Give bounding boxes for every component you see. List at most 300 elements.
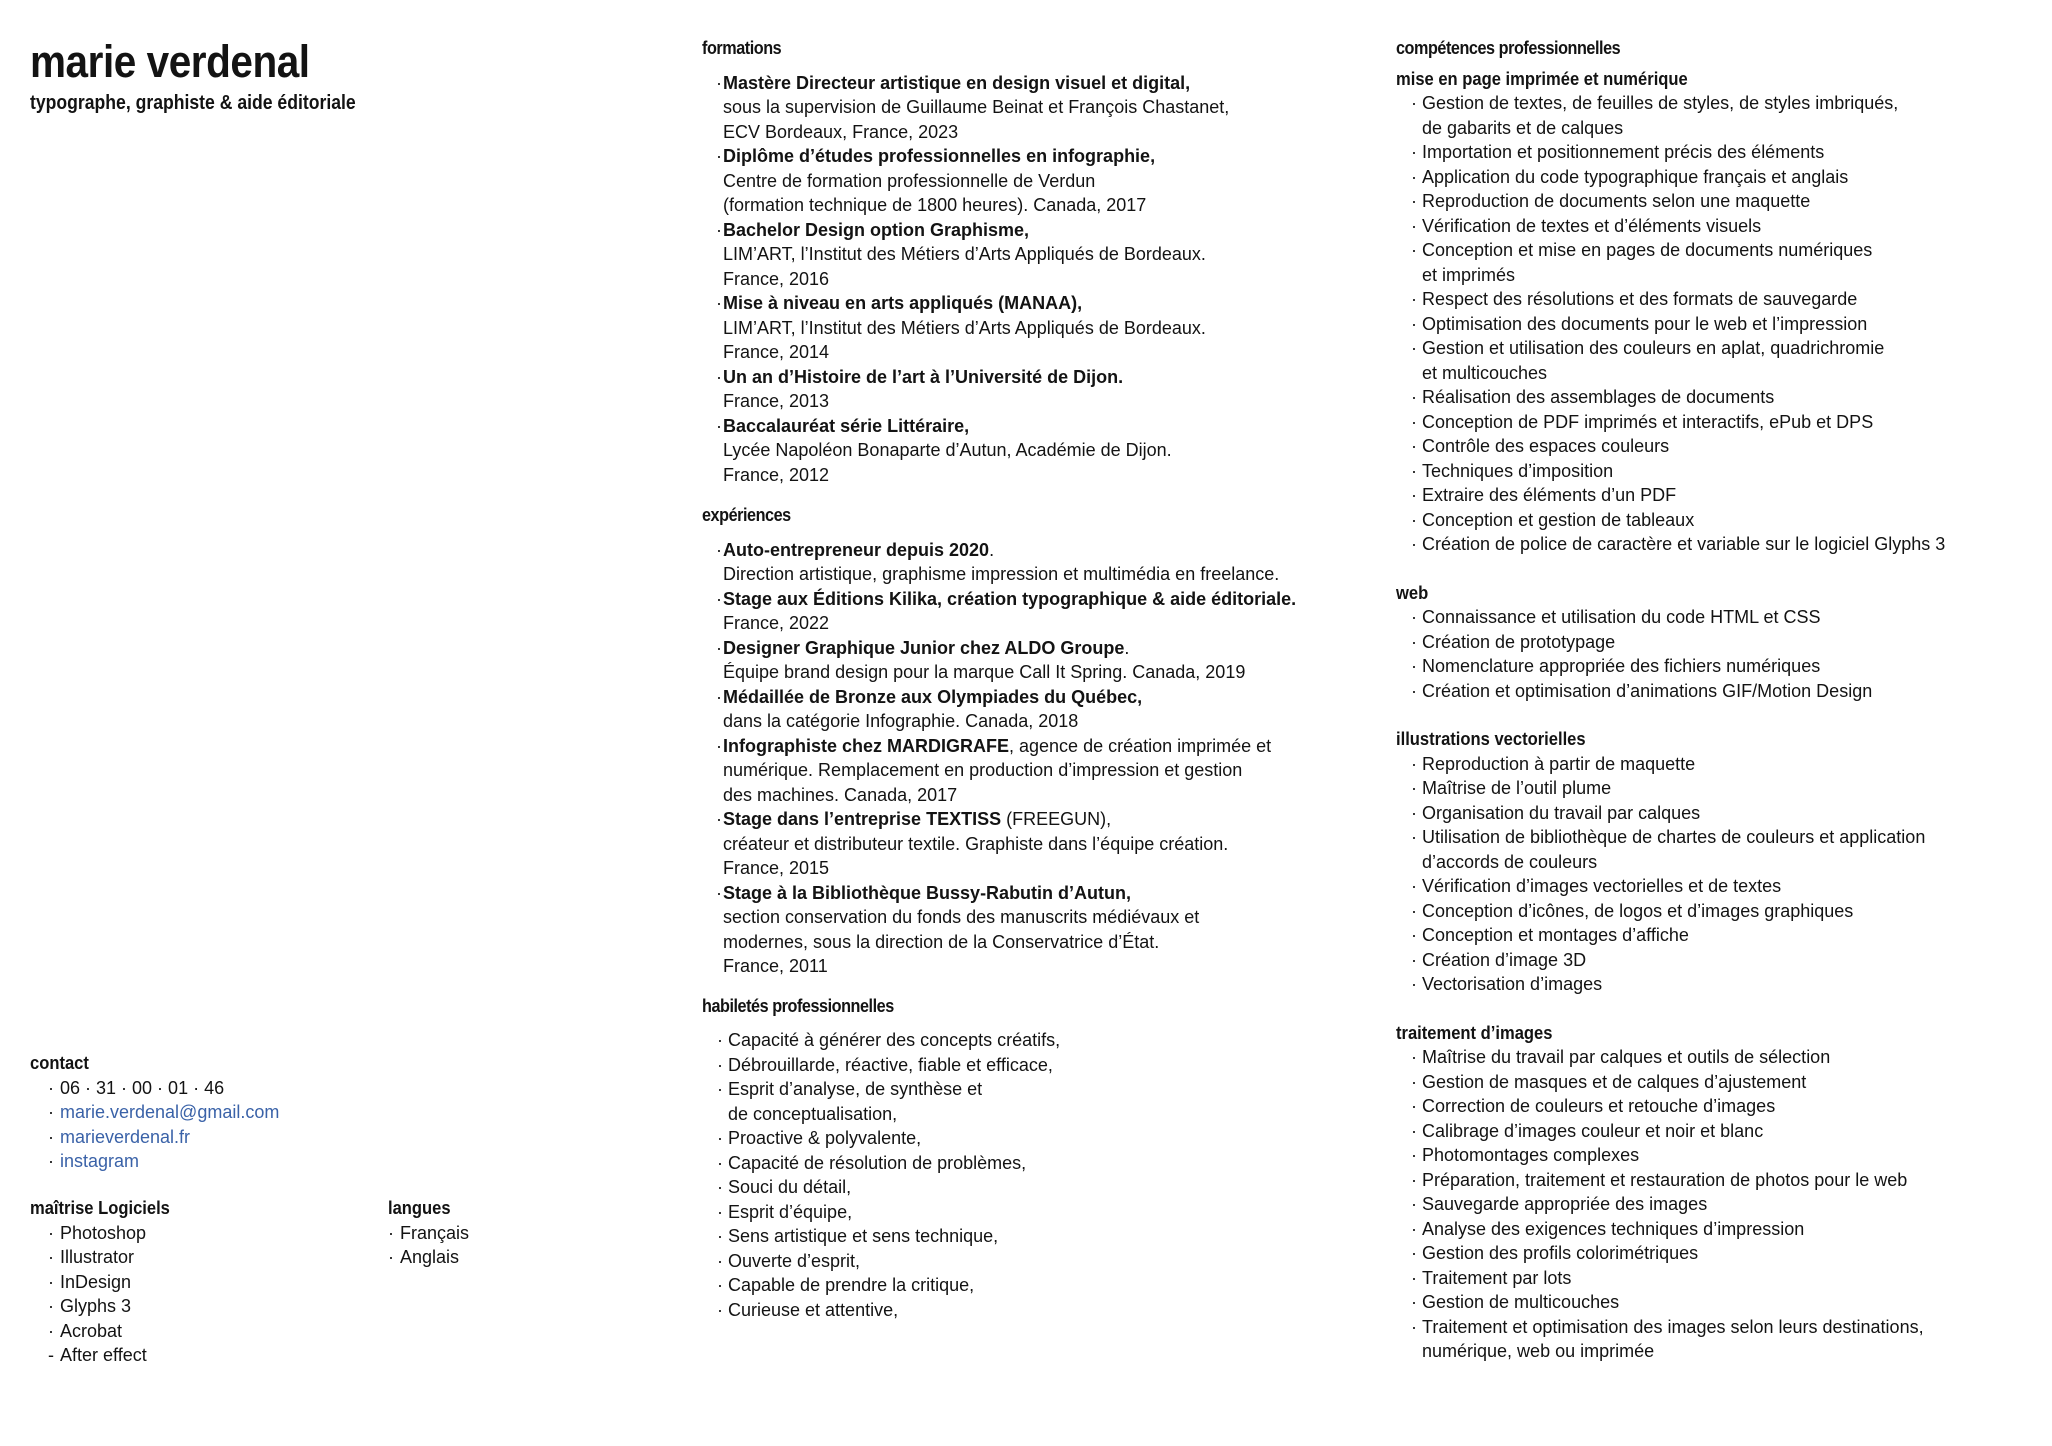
skill-item [1411,532,2052,557]
entry-line [716,71,1392,96]
skill-item-text: Utilisation de bibliothèque de chartes de couleurs et application d’accords de couleurs [1422,827,1926,872]
skill-item [1411,165,2052,190]
bullet-icon: · [388,1222,394,1243]
entry-line [716,783,1392,808]
bullet-icon: · [48,1320,54,1341]
entry-text: des machines. Canada, 2017 [723,784,958,805]
skill-item [1411,801,2052,826]
entry-line [716,365,1392,390]
bullet-icon: · [716,415,722,436]
entry-text: section conservation du fonds des manuscrits médiévaux et [723,907,1200,927]
entry-text: LIM’ART, l’Institut des Métiers d’Arts Appliqués de Bordeaux. [723,317,1206,338]
skill-item [1411,508,2052,533]
software-section [30,1196,182,1368]
bullet-icon: · [1411,802,1417,823]
list-item-label: Glyphs 3 [60,1296,132,1316]
bullet-icon: · [717,1226,723,1246]
bullet-icon: · [716,588,722,609]
entry [716,734,1392,808]
skill-group [1396,1021,2052,1364]
skill-item [1411,1070,2052,1095]
entry-line [716,660,1392,685]
bullet-icon: · [716,72,722,93]
entry-bold-text: Stage à la Bibliothèque Bussy-Rabutin d’Autun, [723,882,1132,903]
skill-item-text: Création de police de caractère et variable sur le logiciel Glyphs 3 [1422,534,1946,554]
list-item [388,1221,469,1246]
bullet-icon: · [388,1247,394,1267]
entry-text: Lycée Napoléon Bonaparte d’Autun, Académie de Dijon. [723,440,1172,460]
skill-item-text: Esprit d’analyse, de synthèse et de conceptualisation, [728,1079,983,1124]
entry-bold-text: Baccalauréat série Littéraire, [723,415,970,436]
skill-item-text: Vectorisation d’images [1422,974,1603,994]
contact-link[interactable]: instagram [60,1151,140,1171]
skill-item-text: Respect des résolutions et des formats de sauvegarde [1422,289,1858,309]
skill-item-text: Maîtrise du travail par calques et outils de sélection [1422,1047,1831,1067]
list-item [388,1245,469,1270]
bullet-icon: · [716,219,722,240]
entry-line [716,120,1392,145]
bullet-icon: · [48,1077,54,1098]
header [30,36,400,116]
skill-item [1411,214,2052,239]
skill-item-text: Conception et montages d’affiche [1422,925,1689,945]
bullet-icon: · [1411,1218,1417,1239]
skill-item [1411,1290,2052,1315]
bullet-icon: · [716,735,722,756]
skill-item [1411,1143,2052,1168]
contact-link[interactable]: marie.verdenal@gmail.com [60,1102,280,1122]
list-item-label: Français [400,1222,470,1243]
entry-bold-text: Bachelor Design option Graphisme, [723,219,1030,240]
list-item [48,1343,182,1368]
page-subtitle: typographe, graphiste & aide éditoriale [30,92,356,114]
entry-line [716,807,1392,832]
entry-bold-text: Un an d’Histoire de l’art à l’Université de Dijon. [723,366,1124,387]
skill-item-text: Calibrage d’images couleur et noir et blanc [1422,1120,1764,1141]
list-item-label: Anglais [400,1247,460,1267]
list-item [48,1149,279,1174]
bullet-icon: · [1411,1169,1417,1190]
skill-item-text: Création et optimisation d’animations GIF/Motion Design [1422,680,1873,701]
entry-text: modernes, sous la direction de la Conservatrice d’État. [723,931,1160,952]
experiences-entries [702,538,1392,979]
bullet-icon: · [717,1054,723,1075]
list-item [48,1270,182,1295]
bullet-icon: · [48,1151,54,1171]
skill-item [1411,923,2052,948]
skill-item-text: Reproduction à partir de maquette [1422,753,1696,774]
bullet-icon: · [48,1102,54,1122]
list-item-label: Illustrator [60,1247,135,1267]
section-abilities [702,994,1392,1323]
skill-item-text: Nomenclature appropriée des fichiers numériques [1422,656,1821,676]
list-item [48,1245,182,1270]
skill-item-text: Sauvegarde appropriée des images [1422,1194,1708,1214]
entry-line [716,389,1392,414]
bullet-icon: · [1411,1071,1417,1092]
skill-item [1411,312,2052,337]
skill-item-text: Techniques d’imposition [1422,460,1614,481]
entry-line [716,685,1392,710]
bullet-icon: · [1411,1316,1417,1337]
skill-item-text: Préparation, traitement et restauration de photos pour le web [1422,1169,1908,1190]
entry-line [716,144,1392,169]
skill-item [717,1298,1392,1323]
skill-item [717,1200,1392,1225]
skill-group [1396,67,2052,557]
entry-text: (FREEGUN), [1001,809,1112,829]
entry-text: France, 2022 [723,613,830,633]
entry-text: . [989,539,995,560]
skill-item-text: Capable de prendre la critique, [728,1275,975,1295]
skill-item-text: Gestion et utilisation des couleurs en aplat, quadrichromie et multicouches [1422,338,1885,383]
entry-line [716,636,1392,661]
skill-item-text: Capacité à générer des concepts créatifs, [728,1030,1061,1050]
entry-line [716,856,1392,881]
bullet-icon: · [1411,778,1417,798]
entry-text: (formation technique de 1800 heures). Canada, 2017 [723,195,1147,215]
middle-column [702,36,1392,1322]
entry-bold-text: Médaillée de Bronze aux Olympiades du Québec, [723,686,1143,707]
skill-item [1411,605,2052,630]
skill-item-text: Esprit d’équipe, [728,1201,853,1222]
bullet-icon: · [1411,1145,1417,1165]
entry [716,685,1392,734]
languages-list [388,1221,469,1270]
entry [716,414,1392,488]
skill-item [1411,630,2052,655]
abilities-list [702,1028,1392,1322]
bullet-icon: · [1411,1047,1417,1067]
skill-item [1411,1045,2052,1070]
skill-group-subtitle: traitement d’images [1396,1022,1553,1043]
entry [716,538,1392,587]
bullet-icon: · [1411,289,1417,309]
skill-item-text: Contrôle des espaces couleurs [1422,436,1670,456]
entry-text: France, 2015 [723,858,830,878]
formations-entries [702,71,1392,488]
skill-item [1411,679,2052,704]
entry-bold-text: Designer Graphique Junior chez ALDO Groupe [723,637,1125,658]
entry-line [716,587,1392,612]
bullet-icon: · [1411,191,1417,211]
skill-item [1411,287,2052,312]
bullet-icon: · [1411,1194,1417,1214]
bullet-icon: · [48,1222,54,1243]
bullet-icon: · [1411,93,1417,113]
bullet-icon: · [1411,900,1417,921]
list-item-label: After effect [60,1345,147,1365]
bullet-icon: · [1411,485,1417,505]
contact-list [30,1076,279,1174]
bullet-icon: · [1411,631,1417,652]
skill-item-text: Maîtrise de l’outil plume [1422,778,1612,798]
skill-item [717,1053,1392,1078]
bullet-icon: · [1411,876,1417,896]
software-list [30,1221,182,1368]
skill-item [717,1028,1392,1053]
skill-item-text: Vérification d’images vectorielles et de textes [1422,876,1782,896]
page-title: marie verdenal [30,36,310,87]
entry-line [716,881,1392,906]
bullet-icon: · [1411,680,1417,701]
skill-item [717,1273,1392,1298]
skill-item [1411,336,2052,385]
entry [716,144,1392,218]
bullet-icon: · [717,1030,723,1050]
skill-item-text: Curieuse et attentive, [728,1299,899,1320]
list-item-label: 06 · 31 · 00 · 01 · 46 [60,1077,225,1098]
entry-line [716,95,1392,120]
bullet-icon: · [717,1299,723,1320]
skill-item-text: Application du code typographique français et anglais [1422,166,1849,187]
entry-text: Direction artistique, graphisme impression et multimédia en freelance. [723,564,1280,584]
skill-item-text: Extraire des éléments d’un PDF [1422,485,1677,505]
bullet-icon: · [717,1275,723,1295]
bullet-icon: · [1411,607,1417,627]
list-item-label: Photoshop [60,1222,147,1243]
entry [716,218,1392,292]
skill-group-list [1396,605,2052,703]
skill-item [1411,91,2052,140]
skill-item [1411,1168,2052,1193]
skill-group-subtitle: web [1396,582,1429,603]
entry-bold-text: Mastère Directeur artistique en design visuel et digital, [723,72,1191,93]
skill-item [1411,483,2052,508]
entry-text: Centre de formation professionnelle de Verdun [723,170,1096,191]
bullet-icon: · [716,809,722,829]
entry-bold-text: Auto-entrepreneur depuis 2020 [723,539,990,560]
skill-group-list [1396,1045,2052,1364]
bullet-icon: · [1411,509,1417,530]
contact-section [30,1051,279,1174]
entry [716,587,1392,636]
skill-item [1411,825,2052,874]
entry-text: dans la catégorie Infographie. Canada, 2018 [723,711,1079,731]
entry-text: France, 2012 [723,464,830,485]
bullet-icon: · [48,1126,54,1147]
skill-item [1411,776,2052,801]
entry-text: créateur et distributeur textile. Graphiste dans l’équipe création. [723,833,1229,854]
skill-item [1411,1119,2052,1144]
bullet-icon: · [1411,313,1417,334]
contact-title: contact [30,1053,89,1073]
entry-line [716,414,1392,439]
skill-item-text: Conception d’icônes, de logos et d’images graphiques [1422,900,1854,921]
bullet-icon: · [48,1296,54,1316]
entry-text: , agence de création imprimée et [1009,735,1272,756]
skill-item-text: Souci du détail, [728,1177,852,1197]
skill-item [1411,948,2052,973]
bullet-icon: · [716,882,722,903]
skill-item-text: Photomontages complexes [1422,1145,1640,1165]
skill-item-text: Débrouillarde, réactive, fiable et efficace, [728,1054,1053,1075]
bullet-icon: · [1411,656,1417,676]
bullet-icon: · [1411,974,1417,994]
bullet-icon: · [716,539,722,560]
entry [716,71,1392,145]
bullet-icon: · [1411,925,1417,945]
entry [716,807,1392,881]
bullet-icon: · [1411,827,1417,847]
entry-text: France, 2011 [723,956,828,976]
skill-item-text: Sens artistique et sens technique, [728,1226,999,1246]
entry-line [716,611,1392,636]
bullet-icon: · [716,686,722,707]
skill-item-text: Traitement par lots [1422,1267,1572,1288]
entry-line [716,832,1392,857]
entry-line [716,463,1392,488]
skill-item [717,1249,1392,1274]
entry-line [716,758,1392,783]
list-item-label: InDesign [60,1271,132,1292]
skill-item-text: Capacité de résolution de problèmes, [728,1152,1027,1173]
entry-line [716,930,1392,955]
skill-item-text: Gestion des profils colorimétriques [1422,1243,1699,1263]
bullet-icon: · [1411,1243,1417,1263]
list-item [48,1100,279,1125]
skill-item-text: Conception et mise en pages de documents numériques et imprimés [1422,240,1873,285]
list-item [48,1319,182,1344]
formations-title: formations [702,38,782,58]
bullet-icon: · [716,637,722,658]
entry-bold-text: Infographiste chez MARDIGRAFE [723,735,1010,756]
skill-item [1411,459,2052,484]
entry-text: numérique. Remplacement en production d’impression et gestion [723,760,1243,780]
skill-item [717,1224,1392,1249]
software-title: maîtrise Logiciels [30,1198,170,1218]
skill-item-text: Optimisation des documents pour le web et l’impression [1422,313,1868,334]
skill-item [1411,654,2052,679]
skill-item [1411,899,2052,924]
entry-text: France, 2016 [723,268,830,289]
skill-item-text: Ouverte d’esprit, [728,1250,861,1271]
entry-line [716,905,1392,930]
skill-item-text: Reproduction de documents selon une maquette [1422,191,1811,211]
skill-item [1411,140,2052,165]
entry-text: LIM’ART, l’Institut des Métiers d’Arts Appliqués de Bordeaux. [723,244,1206,264]
bullet-icon: · [1411,411,1417,432]
list-item-label: Acrobat [60,1320,123,1341]
entry-line [716,316,1392,341]
bullet-icon: · [1411,1096,1417,1116]
list-item [48,1221,182,1246]
skill-groups [1396,67,2052,1364]
skill-group-subtitle: illustrations vectorielles [1396,729,1586,749]
skill-item [1411,189,2052,214]
skill-group-list [1396,752,2052,997]
skill-item-text: Correction de couleurs et retouche d’images [1422,1096,1776,1116]
skill-item [1411,385,2052,410]
skill-item-text: Proactive & polyvalente, [728,1128,922,1148]
bullet-icon: · [1411,1292,1417,1312]
list-item [48,1125,279,1150]
entry-line [716,193,1392,218]
entry-line [716,734,1392,759]
skill-item [1411,874,2052,899]
bullet-icon: · [1411,240,1417,260]
skill-item-text: Gestion de multicouches [1422,1292,1620,1312]
bullet-icon: · [1411,142,1417,162]
list-item [48,1076,279,1101]
bullet-icon: · [1411,534,1417,554]
entry [716,636,1392,685]
bullet-icon: · [717,1250,723,1271]
bullet-icon: · [717,1201,723,1222]
entry-line [716,340,1392,365]
bullet-icon: · [48,1271,54,1292]
skill-group-subtitle: mise en page imprimée et numérique [1396,68,1688,89]
skill-item-text: Traitement et optimisation des images selon leurs destinations, numérique, web ou imprimée [1422,1316,1924,1361]
bullet-icon: · [716,146,722,166]
skills-title: compétences professionnelles [1396,38,1621,58]
skill-item-text: Réalisation des assemblages de documents [1422,387,1775,407]
skill-item-text: Conception et gestion de tableaux [1422,509,1695,530]
entry-line [716,267,1392,292]
entry-text: ECV Bordeaux, France, 2023 [723,121,959,142]
skill-item [1411,752,2052,777]
languages-title: langues [388,1198,451,1218]
bullet-icon: · [1411,215,1417,236]
skill-group [1396,581,2052,704]
skill-item-text: Connaissance et utilisation du code HTML et CSS [1422,607,1821,627]
entry-line [716,218,1392,243]
entry-text: Équipe brand design pour la marque Call It Spring. Canada, 2019 [723,662,1246,682]
skill-item-text: Importation et positionnement précis des éléments [1422,142,1825,162]
bullet-icon: · [1411,1120,1417,1141]
bullet-icon: · [1411,338,1417,358]
skill-item [1411,1094,2052,1119]
entry [716,365,1392,414]
entry-bold-text: Diplôme d’études professionnelles en infographie, [723,146,1156,166]
skill-item [1411,1217,2052,1242]
skills-column [1396,36,2052,1364]
bullet-icon: · [717,1128,723,1148]
skill-item [717,1126,1392,1151]
entry-bold-text: Stage dans l’entreprise TEXTISS [723,809,1002,829]
section-experiences [702,503,1392,979]
entry-text: . [1124,637,1130,658]
bullet-icon: - [48,1345,54,1365]
entry-text: France, 2014 [723,342,830,362]
skill-item [1411,1266,2052,1291]
entry-line [716,242,1392,267]
contact-link[interactable]: marieverdenal.fr [60,1126,191,1147]
entry-line [716,709,1392,734]
skill-item-text: Création d’image 3D [1422,949,1587,970]
entry-bold-text: Stage aux Éditions Kilika, création typographique & aide éditoriale. [723,588,1297,609]
bullet-icon: · [1411,436,1417,456]
entry [716,881,1392,979]
entry-line [716,538,1392,563]
skill-item-text: Gestion de textes, de feuilles de styles, de styles imbriqués, de gabarits et de calques [1422,93,1899,138]
skill-item [1411,972,2052,997]
skill-group-list [1396,91,2052,557]
skill-item [717,1077,1392,1126]
skill-item-text: Conception de PDF imprimés et interactifs, ePub et DPS [1422,411,1874,432]
skill-item [1411,434,2052,459]
skill-item-text: Analyse des exigences techniques d’impression [1422,1218,1805,1239]
entry-line [716,291,1392,316]
bullet-icon: · [1411,387,1417,407]
entry-text: France, 2013 [723,391,830,411]
bullet-icon: · [1411,1267,1417,1288]
abilities-title: habiletés professionnelles [702,995,894,1016]
bullet-icon: · [1411,753,1417,774]
entry-line [716,438,1392,463]
section-formations [702,36,1392,487]
skill-item-text: Gestion de masques et de calques d’ajustement [1422,1071,1807,1092]
